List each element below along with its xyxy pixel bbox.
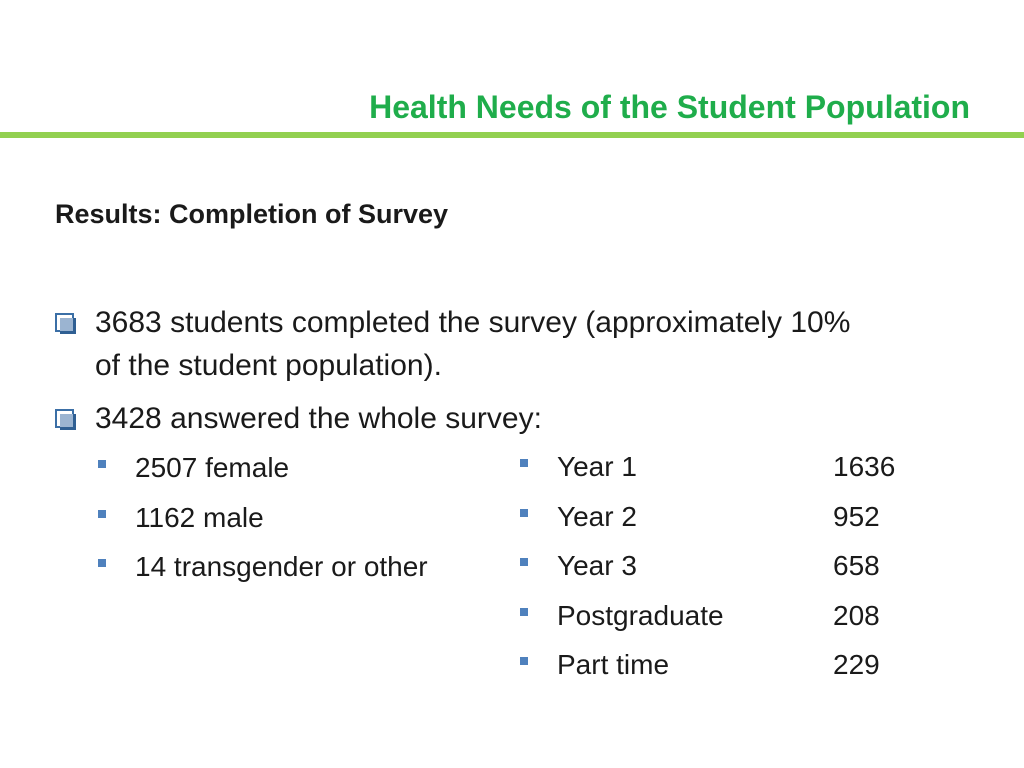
year-label: Year 2 bbox=[557, 500, 637, 532]
gender-label: 2507 female bbox=[135, 452, 290, 483]
gender-item-female bbox=[135, 451, 428, 501]
year-item-part-time bbox=[557, 648, 937, 698]
year-count: 1636 bbox=[833, 451, 896, 482]
year-item-2 bbox=[557, 500, 937, 550]
year-count: 952 bbox=[833, 500, 880, 532]
year-count: 208 bbox=[833, 599, 880, 631]
square-bullet-icon bbox=[520, 459, 528, 467]
square-bullet-icon bbox=[98, 460, 106, 468]
year-label: Year 3 bbox=[557, 550, 637, 581]
year-label: Year 1 bbox=[557, 451, 637, 482]
bullet-line: of the student population). bbox=[95, 349, 442, 382]
square-bullet-icon bbox=[98, 510, 106, 518]
bullet-line: 3428 answered the whole survey: bbox=[95, 402, 542, 435]
square-bullet-icon bbox=[520, 509, 528, 517]
year-label: Part time bbox=[557, 649, 670, 680]
gender-label: 1162 male bbox=[135, 501, 264, 533]
gender-list bbox=[135, 451, 428, 600]
year-item-1 bbox=[557, 450, 937, 500]
checkbox-bullet-icon bbox=[55, 409, 74, 428]
year-item-postgraduate bbox=[557, 599, 937, 649]
gender-item-male bbox=[135, 501, 428, 551]
square-bullet-icon bbox=[520, 608, 528, 616]
year-count: 658 bbox=[833, 550, 880, 581]
gender-label: 14 transgender or other bbox=[135, 551, 428, 582]
bullet-line: 3683 students completed the survey (approximately 10% bbox=[95, 306, 851, 339]
year-item-3 bbox=[557, 549, 937, 599]
square-bullet-icon bbox=[520, 558, 528, 566]
gender-item-other bbox=[135, 550, 428, 600]
square-bullet-icon bbox=[520, 657, 528, 665]
bullet-students-completed bbox=[95, 301, 975, 387]
year-list bbox=[557, 450, 937, 698]
year-label: Postgraduate bbox=[557, 599, 724, 631]
square-bullet-icon bbox=[98, 559, 106, 567]
year-count: 229 bbox=[833, 649, 880, 680]
title-divider bbox=[0, 132, 1024, 138]
section-subtitle: Results: Completion of Survey bbox=[55, 199, 449, 229]
checkbox-bullet-icon bbox=[55, 313, 74, 332]
bullet-answered-whole bbox=[95, 397, 975, 440]
slide-title: Health Needs of the Student Population bbox=[369, 89, 970, 125]
